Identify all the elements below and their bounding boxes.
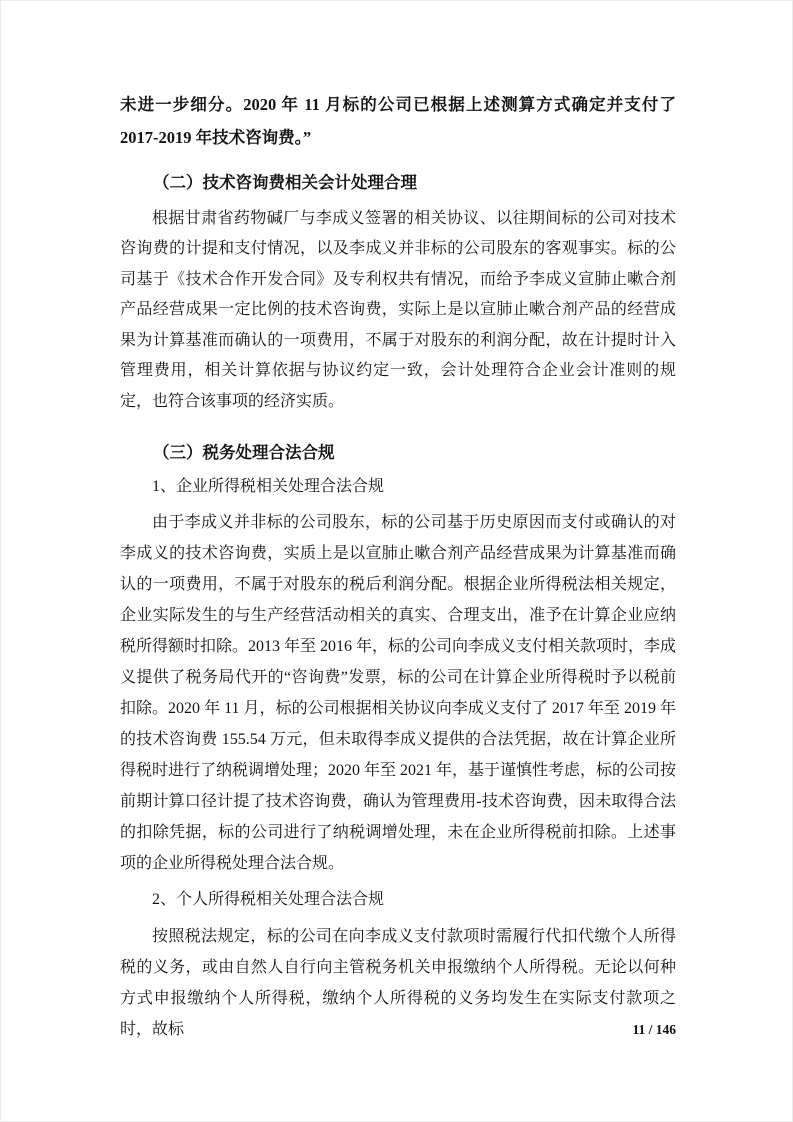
document-body xyxy=(120,88,676,1045)
section-2-heading: （二）技术咨询费相关会计处理合理 xyxy=(153,173,417,192)
section-2-paragraph: 根据甘肃省药物碱厂与李成义签署的相关协议、以往期间标的公司对技术咨询费的计提和支付情况，以及李成义并非标的公司股东的客观事实。标的公司基于《技术合作开发合同》及专利权共有情况，而给予李成义宣肺止嗽合剂产品经营成果一定比例的技术咨询费，实际上是以宣肺止嗽合剂产品的经营成果为计算基准而确认的一项费用，不属于对股东的利润分配，故在计提时计入管理费用，相关计算依据与协议约定一致，会计处理符合企业会计准则的规定，也符合该事项的经济实质。 xyxy=(120,209,676,410)
subsection-2-paragraph: 按照税法规定，标的公司在向李成义支付款项时需履行代扣代缴个人所得税的义务，或由自然人自行向主管税务机关申报缴纳个人所得税。无论以何种方式申报缴纳个人所得税，缴纳个人所得税的义务均发生在实际支付款项之时，故标 xyxy=(120,928,676,1038)
quote-continuation-paragraph: 未进一步细分。2020 年 11 月标的公司已根据上述测算方式确定并支付了 2017-2019 年技术咨询费。” xyxy=(120,95,676,147)
subsection-1-heading: 1、企业所得税相关处理合法合规 xyxy=(152,477,385,495)
page-number: 11 / 146 xyxy=(632,1022,676,1037)
subsection-1-paragraph: 由于李成义并非标的公司股东，标的公司基于历史原因而支付或确认的对李成义的技术咨询费，实质上是以宣肺止嗽合剂产品经营成果为计算基准而确认的一项费用，不属于对股东的税后利润分配。根据企业所得税法相关规定，企业实际发生的与生产经营活动相关的真实、合理支出，准予在计算企业应纳税所得额时扣除。2013 年至 2016 年，标的公司向李成义支付相关款项时，李成义提供了税务局代开的“咨询费”发票，标的公司在计算企业所得税时予以税前扣除。2020 年 11 月，标的公司根据相关协议向李成义支付了 2017 年至 2019 年的技术咨询费 155.54 万元，但未取得李成义提供的合法凭据，故在计算企业所得税时进行了纳税调增处理；2020 年至 2021 年，基于谨慎性考虑，标的公司按前期计算口径计提了技术咨询费，确认为管理费用-技术咨询费，因未取得合法的扣除凭据，标的公司进行了纳税调增处理，未在企业所得税前扣除。上述事项的企业所得税处理合法合规。 xyxy=(120,514,677,872)
section-3-heading: （三）税务处理合法合规 xyxy=(153,443,335,462)
subsection-2-heading: 2、个人所得税相关处理合法合规 xyxy=(152,891,385,908)
